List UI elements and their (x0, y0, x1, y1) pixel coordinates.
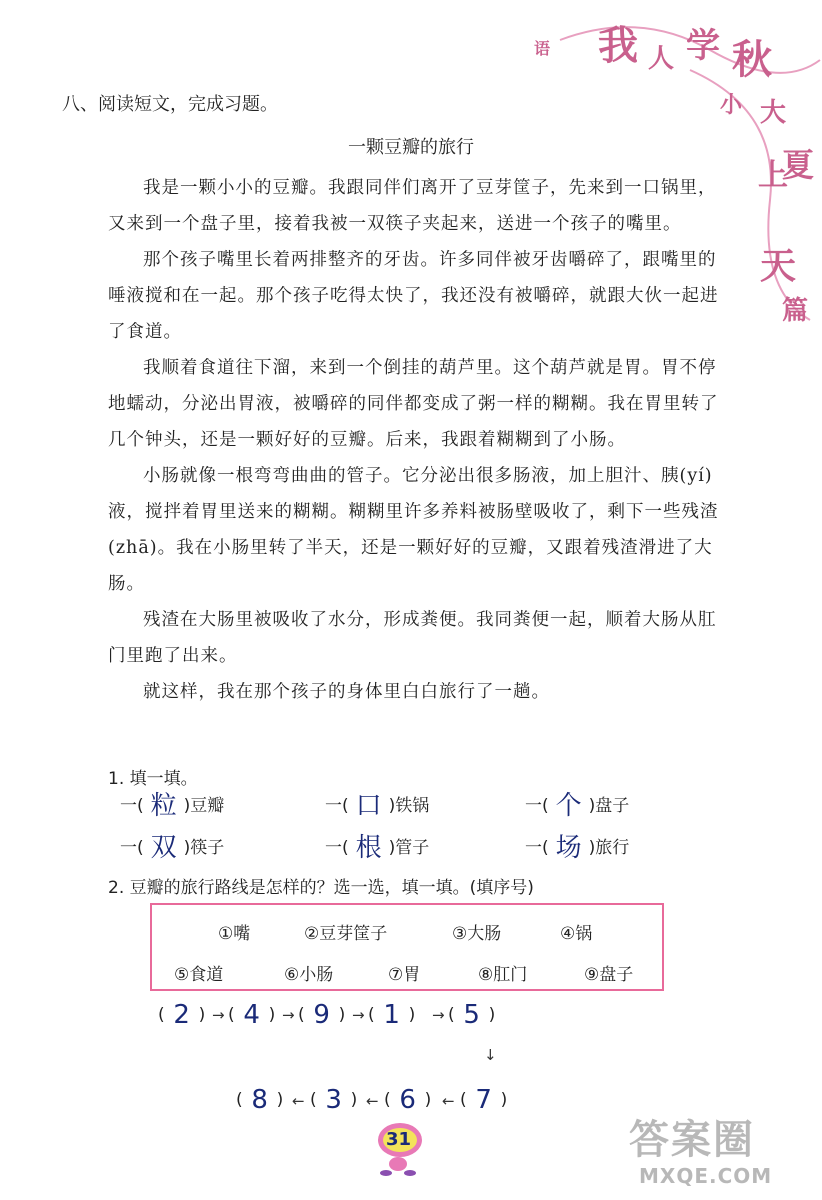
section-heading: 八、阅读短文，完成习题。 (62, 94, 278, 115)
route-answer[interactable]: 1 (383, 1000, 400, 1030)
fill-suffix: )铁锅 (388, 796, 430, 816)
fill-suffix: )旅行 (588, 838, 630, 858)
option-item: ③大肠 (452, 924, 502, 944)
page-number-badge (372, 1120, 432, 1180)
route-slot (368, 1000, 415, 1030)
corner-char: 学 (686, 26, 720, 66)
option-item: ②豆芽筐子 (304, 924, 388, 944)
route-slot (236, 1085, 283, 1115)
options-box (150, 903, 664, 991)
fill-suffix: )盘子 (588, 796, 630, 816)
fill-item (325, 827, 429, 864)
route-answer[interactable]: 6 (399, 1085, 416, 1115)
option-item: ⑨盘子 (584, 965, 634, 985)
story-paragraph: 就这样，我在那个孩子的身体里白白旅行了一趟。 (143, 682, 550, 702)
open-paren: ( (228, 1005, 235, 1025)
route-answer[interactable]: 4 (243, 1000, 260, 1030)
option-item: ⑤食道 (174, 965, 224, 985)
story-paragraph: 我是一颗小小的豆瓣。我跟同伴们离开了豆芽筐子，先来到一口锅里，又来到一个盘子里，接着我被一双筷子夹起来，送进一个孩子的嘴里。 (108, 178, 717, 234)
fill-answer[interactable]: 根 (355, 833, 382, 863)
left-arrow-icon: ← (366, 1092, 379, 1110)
close-paren: ) (350, 1090, 358, 1110)
option-item: ⑧肛门 (478, 965, 528, 985)
close-paren: ) (198, 1005, 206, 1025)
fill-item (120, 785, 224, 822)
fill-item (325, 785, 429, 822)
open-paren: ( (310, 1090, 317, 1110)
fill-suffix: )筷子 (183, 838, 225, 858)
story-paragraph: 那个孩子嘴里长着两排整齐的牙齿。许多同伴被牙齿嚼碎了，跟嘴里的唾液搅和在一起。那个孩子吃得太快了，我还没有被嚼碎，就跟大伙一起进了食道。 (108, 250, 719, 342)
open-paren: ( (236, 1090, 243, 1110)
down-arrow-icon: ↓ (484, 1046, 497, 1064)
fill-item (120, 827, 224, 864)
fill-prefix: 一( (325, 796, 349, 816)
corner-char: 上 (758, 158, 788, 193)
corner-char: 篇 (782, 296, 809, 326)
route-answer[interactable]: 3 (325, 1085, 342, 1115)
story-title: 一颗豆瓣的旅行 (348, 137, 474, 158)
open-paren: ( (460, 1090, 467, 1110)
route-answer[interactable]: 2 (173, 1000, 190, 1030)
route-answer[interactable]: 8 (251, 1085, 268, 1115)
corner-char: 大 (760, 98, 787, 128)
question-1-heading: 1. 填一填。 (108, 769, 198, 789)
fill-prefix: 一( (525, 796, 549, 816)
left-arrow-icon: ← (442, 1092, 455, 1110)
route-slot (460, 1085, 507, 1115)
watermark (625, 1108, 815, 1193)
measure-word-grid (120, 785, 680, 875)
fill-item (525, 785, 629, 822)
corner-char: 小 (720, 92, 743, 118)
story-paragraph: 我顺着食道往下溜，来到一个倒挂的葫芦里。这个葫芦就是胃。胃不停地蠕动，分泌出胃液，被嚼碎的同伴都变成了粥一样的糊糊。我在胃里转了几个钟头，还是一颗好好的豆瓣。后来，我跟着糊糊到了小肠。 (108, 358, 719, 450)
fill-prefix: 一( (325, 838, 349, 858)
corner-char: 秋 (732, 36, 772, 83)
story-paragraph: 小肠就像一根弯弯曲曲的管子。它分泌出很多肠液，加上胆汁、胰(yí)液，搅拌着胃里送来的糊糊。糊糊里许多养料被肠壁吸收了，剩下一些残渣(zhā)。我在小肠里转了半天，还是一颗好好的豆瓣，又跟着残渣滑进了大肠。 (108, 466, 719, 594)
fill-answer[interactable]: 口 (355, 791, 382, 821)
corner-char: 天 (760, 245, 797, 287)
route-answer[interactable]: 7 (475, 1085, 492, 1115)
open-paren: ( (384, 1090, 391, 1110)
left-arrow-icon: ← (292, 1092, 305, 1110)
route-slot (228, 1000, 275, 1030)
story-text (108, 170, 728, 710)
close-paren: ) (424, 1090, 432, 1110)
fill-answer[interactable]: 个 (555, 791, 582, 821)
right-arrow-icon: → (432, 1006, 445, 1024)
option-item: ⑦胃 (388, 965, 421, 985)
close-paren: ) (408, 1005, 416, 1025)
watermark-url: MXQE.COM (639, 1164, 773, 1188)
right-arrow-icon: → (212, 1006, 225, 1024)
fill-prefix: 一( (525, 838, 549, 858)
route-slot (158, 1000, 205, 1030)
close-paren: ) (276, 1090, 284, 1110)
fill-answer[interactable]: 粒 (150, 791, 177, 821)
right-arrow-icon: → (282, 1006, 295, 1024)
open-paren: ( (448, 1005, 455, 1025)
option-item: ①嘴 (218, 924, 251, 944)
page-number: 31 (386, 1129, 412, 1150)
option-item: ⑥小肠 (284, 965, 334, 985)
watermark-title: 答案圈 (629, 1117, 755, 1163)
route-answer[interactable]: 9 (313, 1000, 330, 1030)
route-slot (298, 1000, 345, 1030)
close-paren: ) (338, 1005, 346, 1025)
fill-answer[interactable]: 双 (150, 833, 177, 863)
story-paragraph: 残渣在大肠里被吸收了水分，形成粪便。我同粪便一起，顺着大肠从肛门里跑了出来。 (108, 610, 717, 666)
open-paren: ( (368, 1005, 375, 1025)
close-paren: ) (268, 1005, 276, 1025)
option-item: ④锅 (560, 924, 593, 944)
close-paren: ) (500, 1090, 508, 1110)
route-slot (384, 1085, 431, 1115)
fill-answer[interactable]: 场 (555, 833, 582, 863)
fill-item (525, 827, 629, 864)
corner-char: 人 (648, 44, 675, 74)
route-slot (448, 1000, 495, 1030)
corner-char: 我 (598, 22, 638, 69)
fill-prefix: 一( (120, 838, 144, 858)
open-paren: ( (158, 1005, 165, 1025)
fill-suffix: )豆瓣 (183, 796, 225, 816)
close-paren: ) (488, 1005, 496, 1025)
route-answer[interactable]: 5 (463, 1000, 480, 1030)
corner-char: 语 (534, 39, 551, 58)
fill-prefix: 一( (120, 796, 144, 816)
open-paren: ( (298, 1005, 305, 1025)
fill-suffix: )管子 (388, 838, 430, 858)
question-2-heading: 2. 豆瓣的旅行路线是怎样的？选一选，填一填。(填序号) (108, 878, 534, 898)
corner-char: 夏 (782, 146, 815, 184)
route-slot (310, 1085, 357, 1115)
right-arrow-icon: → (352, 1006, 365, 1024)
